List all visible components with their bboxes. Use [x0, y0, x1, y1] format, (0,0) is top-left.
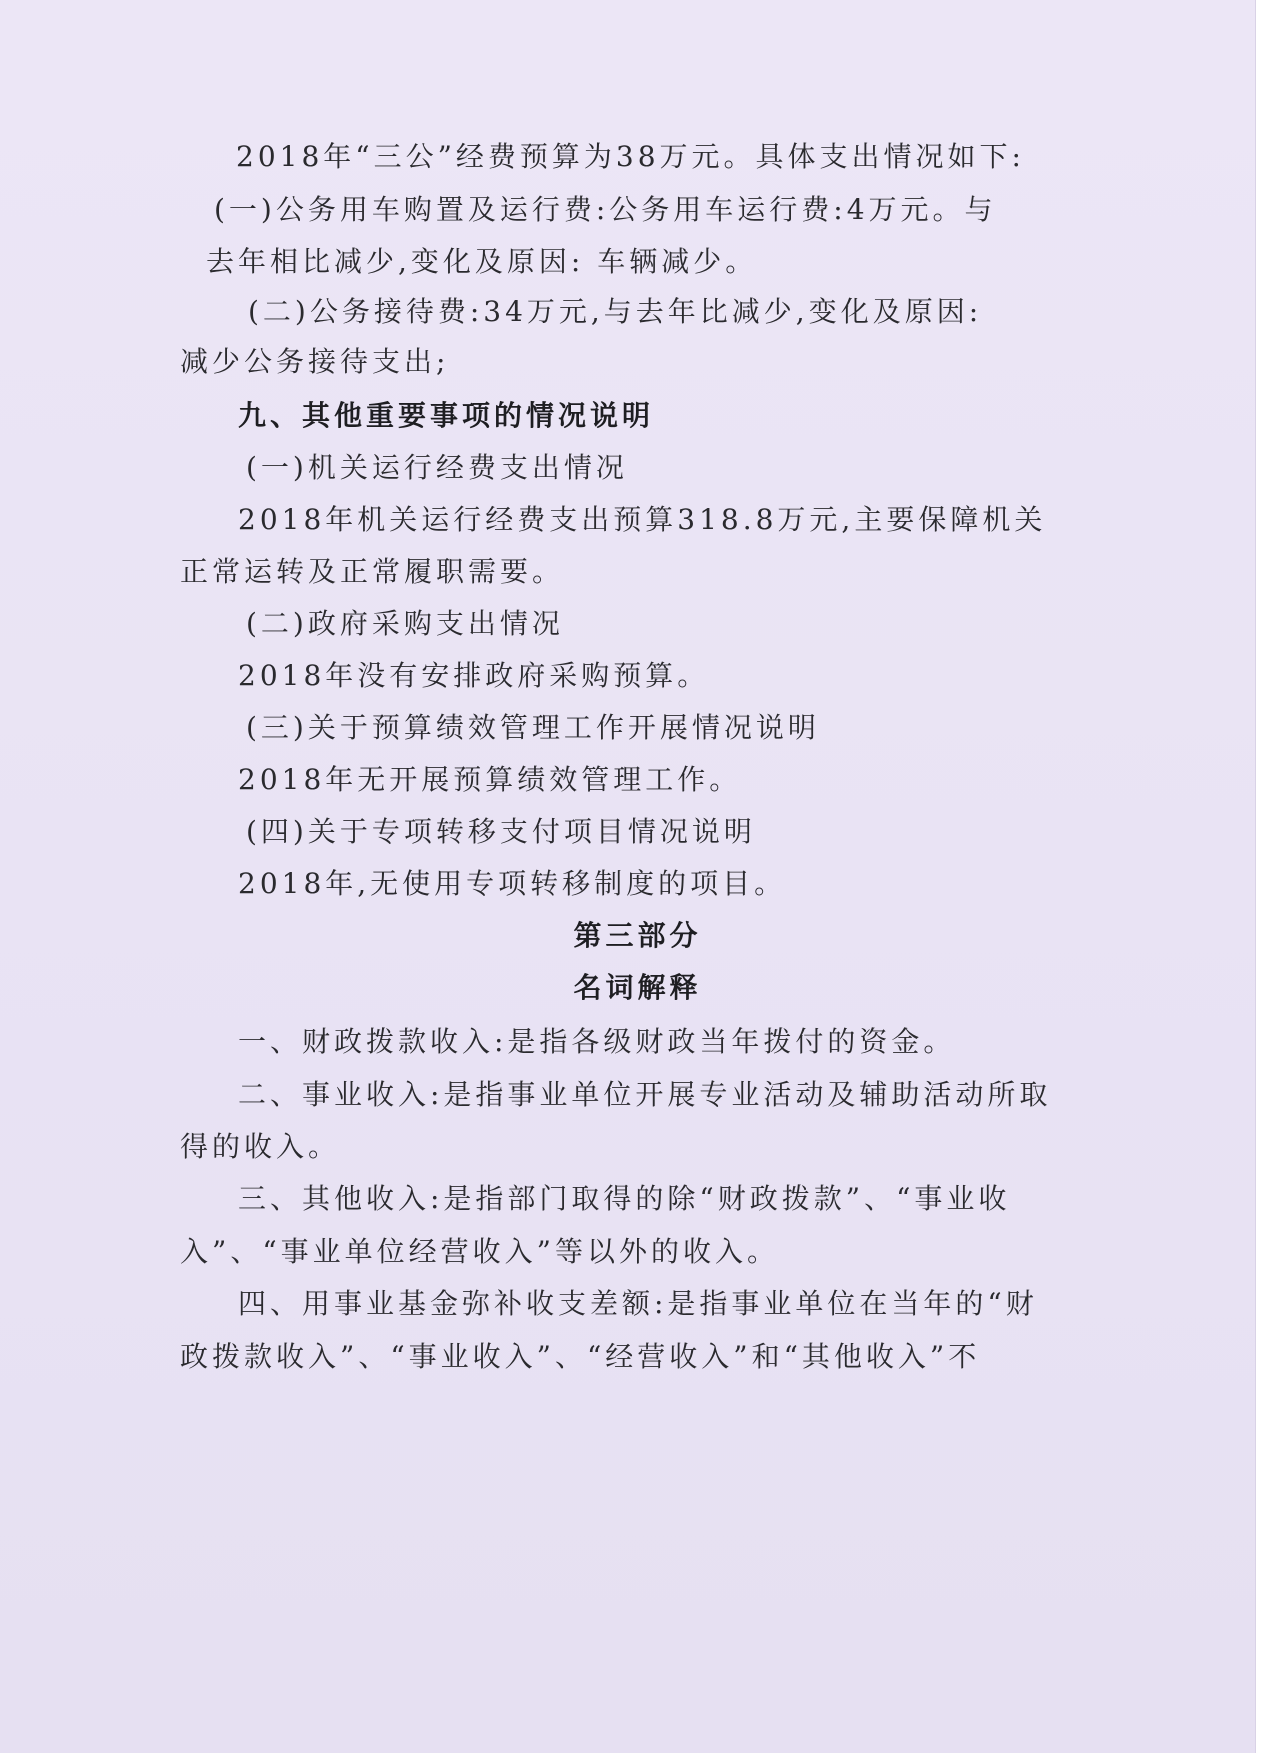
text-line-vehicle-change: 去年相比减少,变化及原因: 车辆减少。: [206, 245, 758, 278]
text-line-operating-budget: 2018年机关运行经费支出预算318.8万元,主要保障机关: [238, 503, 1047, 536]
text-line-reception-reason: 减少公务接待支出;: [180, 345, 450, 378]
subheading-transfer-payment: (四)关于专项转移支付项目情况说明: [246, 815, 756, 848]
glossary-item-fund-offset-cont: 政拨款收入”、“事业收入”、“经营收入”和“其他收入”不: [180, 1340, 981, 1373]
text-line-vehicle-cost: (一)公务用车购置及运行费:公务用车运行费:4万元。与: [214, 193, 997, 226]
glossary-item-business-income-cont: 得的收入。: [180, 1130, 341, 1163]
glossary-title: 名词解释: [573, 971, 702, 1004]
section-heading-other-matters: 九、其他重要事项的情况说明: [238, 399, 655, 432]
glossary-item-business-income: 二、事业收入:是指事业单位开展专业活动及辅助活动所取: [238, 1078, 1052, 1111]
text-line-transfer-payment: 2018年,无使用专项转移制度的项目。: [238, 867, 787, 900]
text-line-reception-cost: (二)公务接待费:34万元,与去年比减少,变化及原因:: [248, 295, 983, 328]
text-line-sangong-budget: 2018年“三公”经费预算为38万元。具体支出情况如下:: [236, 140, 1025, 173]
scan-margin: [1255, 0, 1275, 1753]
glossary-item-other-income-cont: 入”、“事业单位经营收入”等以外的收入。: [180, 1235, 779, 1268]
subheading-operating-expense: (一)机关运行经费支出情况: [246, 451, 628, 484]
subheading-procurement: (二)政府采购支出情况: [246, 607, 564, 640]
text-line-procurement: 2018年没有安排政府采购预算。: [238, 659, 710, 692]
text-line-operating-purpose: 正常运转及正常履职需要。: [180, 555, 565, 588]
subheading-performance: (三)关于预算绩效管理工作开展情况说明: [246, 711, 820, 744]
glossary-item-other-income: 三、其他收入:是指部门取得的除“财政拨款”、“事业收: [238, 1182, 1011, 1215]
glossary-item-fund-offset: 四、用事业基金弥补收支差额:是指事业单位在当年的“财: [238, 1287, 1038, 1320]
text-line-performance: 2018年无开展预算绩效管理工作。: [238, 763, 742, 796]
glossary-item-fiscal-appropriation: 一、财政拨款收入:是指各级财政当年拨付的资金。: [238, 1025, 956, 1058]
part-three-title: 第三部分: [573, 919, 702, 952]
